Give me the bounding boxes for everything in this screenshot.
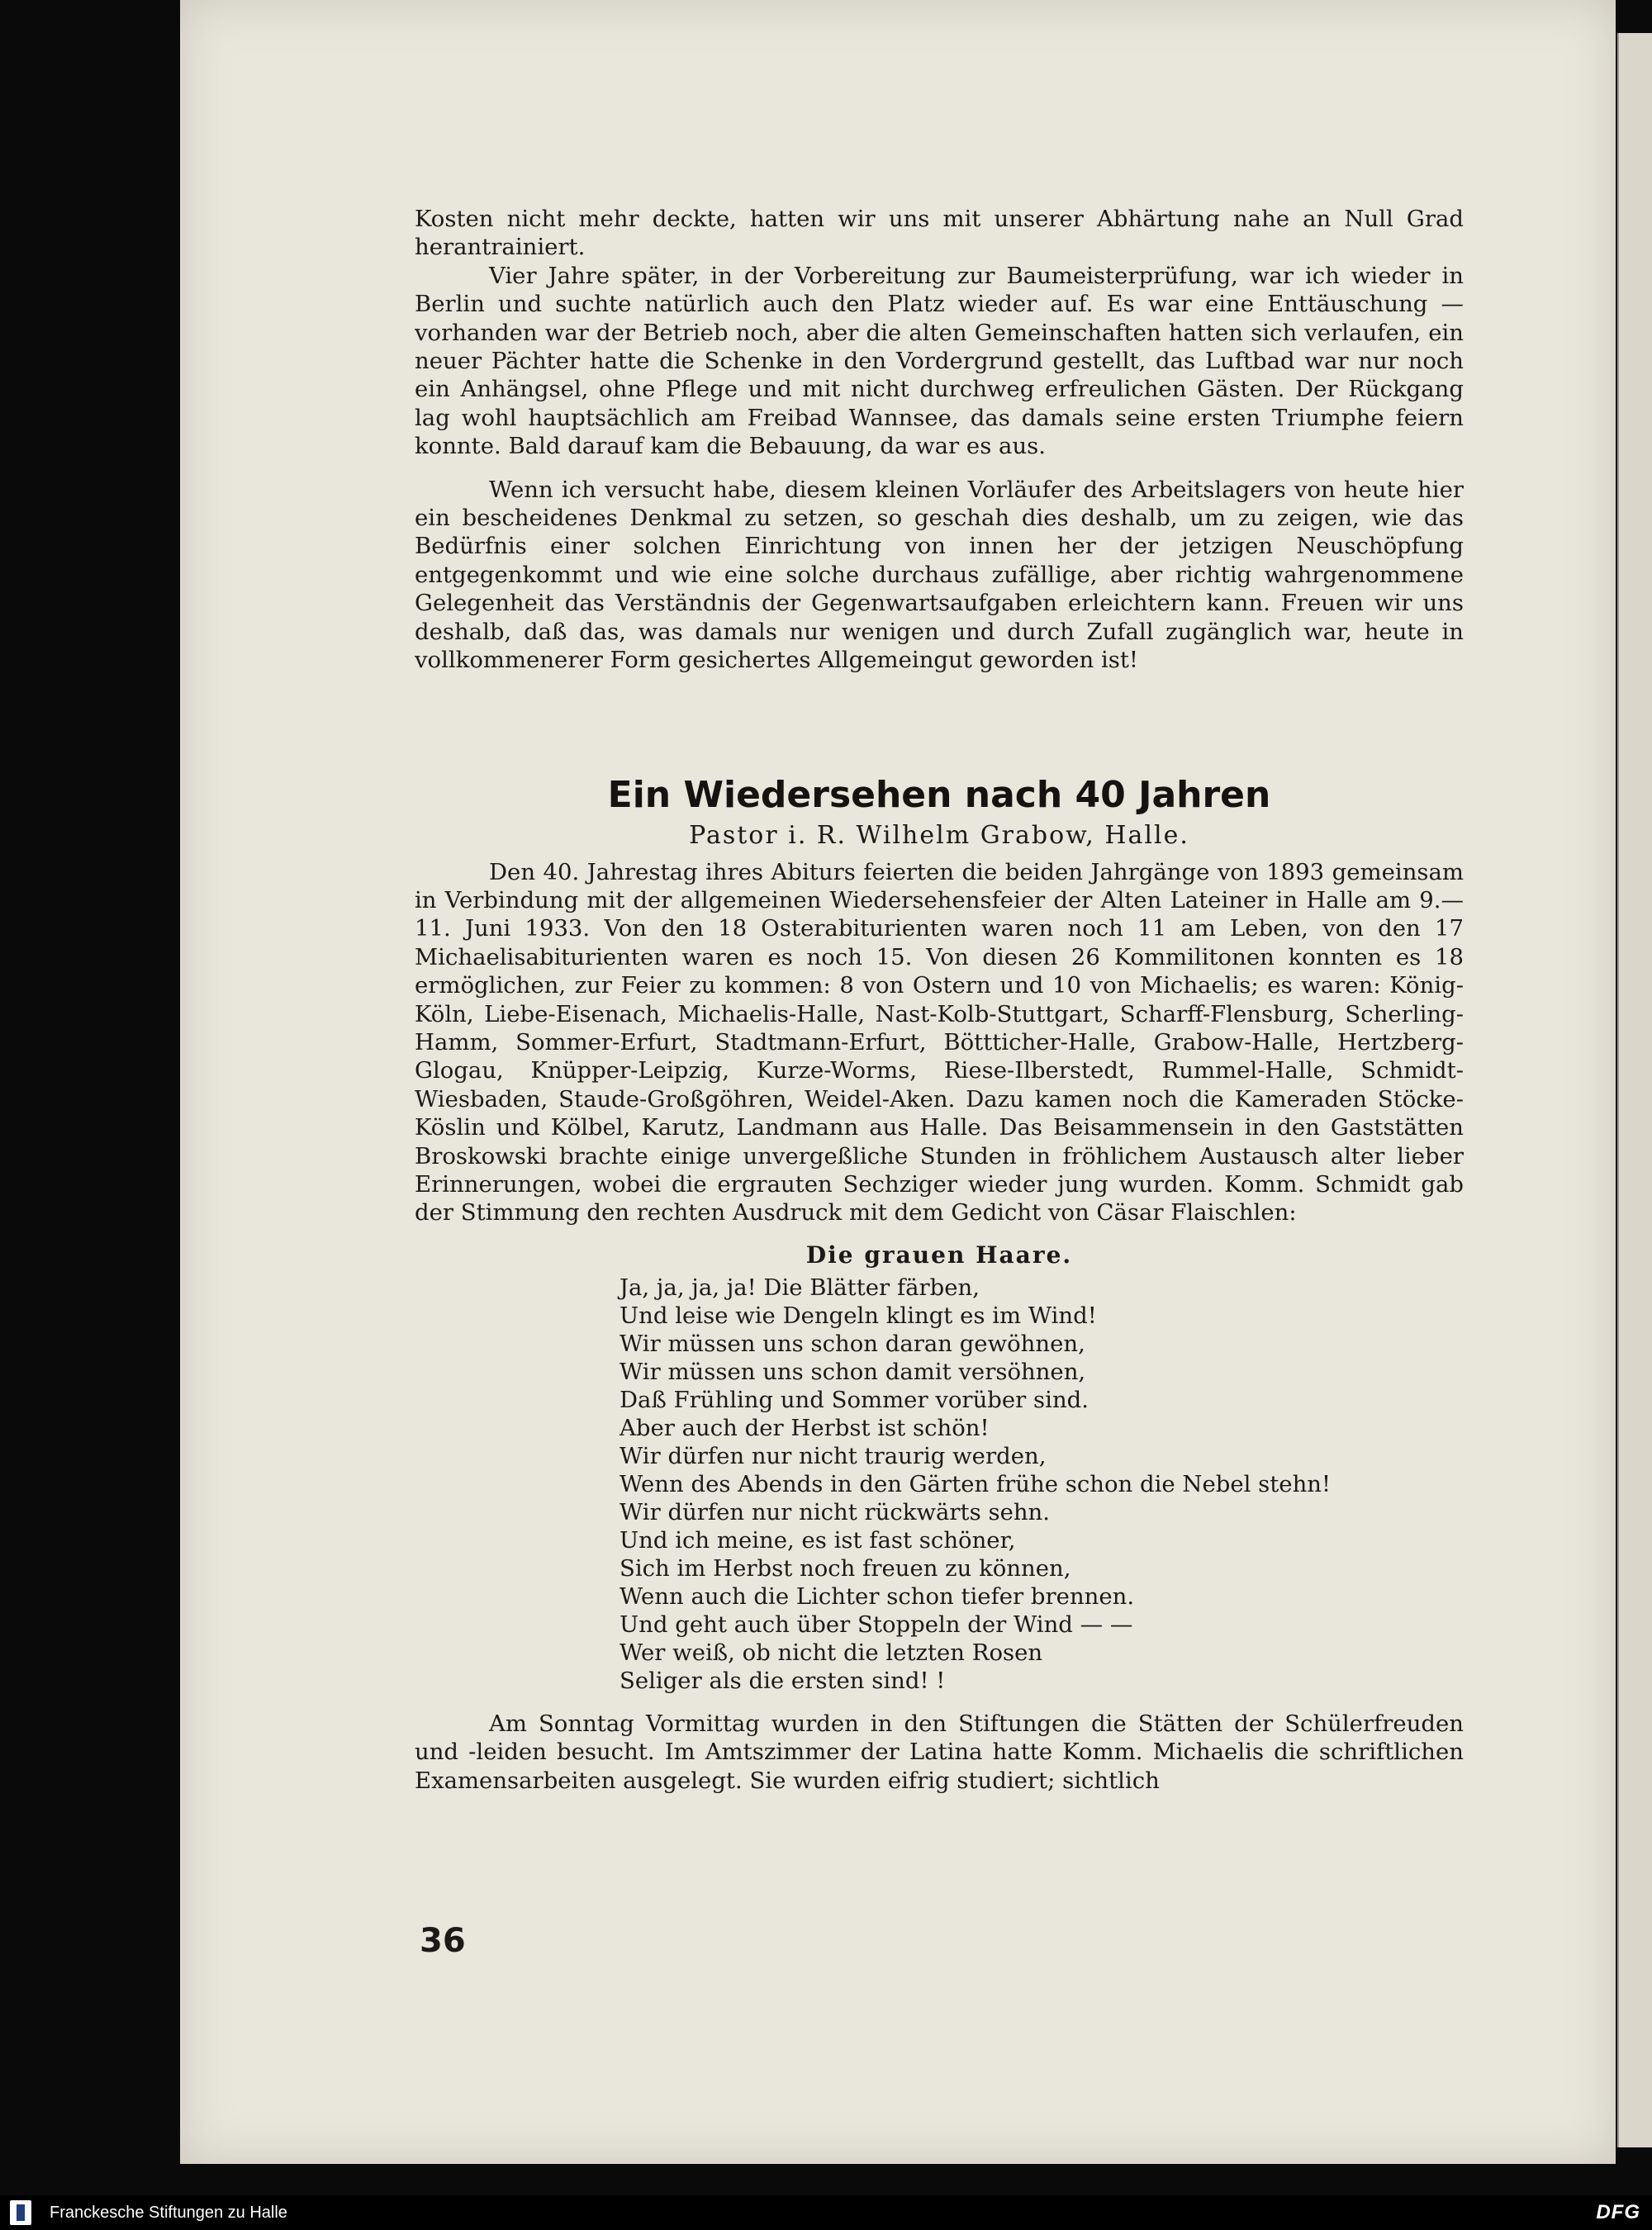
poem-line: Aber auch der Herbst ist schön!	[620, 1414, 990, 1441]
poem-line: Wir müssen uns schon damit versöhnen,	[620, 1358, 1086, 1385]
dfg-logo: DFG	[1596, 2201, 1640, 2223]
poem-line: Und leise wie Dengeln klingt es im Wind!	[620, 1302, 1097, 1329]
page-content	[415, 205, 1464, 1795]
poem-line: Daß Frühling und Sommer vorüber sind.	[620, 1386, 1089, 1413]
poem-line: Wenn auch die Lichter schon tiefer brennen.	[620, 1582, 1135, 1610]
poem-line: Wer weiß, ob nicht die letzten Rosen	[620, 1639, 1043, 1666]
paragraph-berlin-return: Vier Jahre später, in der Vorbereitung zur Baumeisterprüfung, war ich wieder in Berlin und suchte natürlich auch den Platz wieder auf. Es war eine Enttäuschung — vorhanden war der Betrieb noch, aber die alten Gemeinschaften hatten sich verlaufen, ein neuer Pächter hatte die Schenke in den Vordergrund gestellt, das Luftbad war nur noch ein Anhängsel, ohne Pflege und mit nicht durchweg erfreulichen Gästen. Der Rückgang lag wohl hauptsächlich am Freibad Wannsee, das damals seine ersten Triumphe feiern konnte. Bald darauf kam die Bebauung, da war es aus.	[415, 262, 1464, 460]
article-section	[415, 772, 1464, 1796]
poem-line: Ja, ja, ja, ja! Die Blätter färben,	[620, 1274, 980, 1301]
adjacent-page-edge	[1617, 33, 1652, 2147]
poem-line: Seliger als die ersten sind! !	[620, 1667, 946, 1694]
poem-line: Wenn des Abends in den Gärten frühe schon die Nebel stehn!	[620, 1470, 1332, 1497]
poem-line: Wir dürfen nur nicht rückwärts sehn.	[620, 1498, 1051, 1525]
page-number: 36	[420, 1922, 466, 1960]
viewer-footer	[0, 2195, 1652, 2230]
paragraph-continued: Kosten nicht mehr deckte, hatten wir uns mit unserer Abhärtung nahe an Null Grad herantrainiert.	[415, 206, 1464, 261]
poem-line: Wir müssen uns schon daran gewöhnen,	[620, 1330, 1085, 1357]
poem-title: Die grauen Haare.	[805, 1241, 1073, 1269]
paragraph-memorial: Wenn ich versucht habe, diesem kleinen Vorläufer des Arbeitslagers von heute hier ein bescheidenes Denkmal zu setzen, so geschah dies deshalb, um zu zeigen, wie das Bedürfnis einer solchen Einrichtung von innen her der jetzigen Neuschöpfung entgegenkommt und wie eine solche durchaus zufällige, aber richtig wahrgenommene Gelegenheit das Verständnis der Gegenwartsaufgaben erleichtern kann. Freuen wir uns deshalb, daß das, was damals nur wenigen und durch Zufall zugänglich war, heute in vollkommenerer Form gesichertes Allgemeingut geworden ist!	[415, 476, 1464, 674]
poem-line: Und geht auch über Stoppeln der Wind — —	[620, 1611, 1133, 1638]
institution-name: Franckesche Stiftungen zu Halle	[50, 2204, 287, 2222]
poem-line: Und ich meine, es ist fast schöner,	[620, 1526, 1016, 1554]
article-byline: Pastor i. R. Wilhelm Grabow, Halle.	[689, 820, 1189, 850]
poem	[620, 1274, 1464, 1695]
article-paragraph-reunion: Den 40. Jahrestag ihres Abiturs feierten die beiden Jahrgänge von 1893 gemeinsam in Verbindung mit der allgemeinen Wiedersehensfeier der Alten Lateiner in Halle am 9.—11. Juni 1933. Von den 18 Osterabiturienten waren noch 11 am Leben, von den 17 Michaelisabiturienten waren es noch 15. Von diesen 26 Kommilitonen konnten es 18 ermöglichen, zur Feier zu kommen: 8 von Ostern und 10 von Michaelis; es waren: König-Köln, Liebe-Eisenach, Michaelis-Halle, Nast-Kolb-Stuttgart, Scharff-Flensburg, Scherling-Hamm, Sommer-Erfurt, Stadtmann-Erfurt, Böttticher-Halle, Grabow-Halle, Hertzberg-Glogau, Knüpper-Leipzig, Kurze-Worms, Riese-Ilberstedt, Rummel-Halle, Schmidt-Wiesbaden, Staude-Großgöhren, Weidel-Aken. Dazu kamen noch die Kameraden Stöcke-Köslin und Kölbel, Karutz, Landmann aus Halle. Das Beisammensein in den Gaststätten Broskowski brachte einige unvergeßliche Stunden in fröhlichem Austausch alter lieber Erinnerungen, wobei die ergrauten Sechziger wieder jung wurden. Komm. Schmidt gab der Stimmung den rechten Ausdruck mit dem Gedicht von Cäsar Flaischlen:	[415, 858, 1464, 1226]
poem-line: Wir dürfen nur nicht traurig werden,	[620, 1442, 1047, 1469]
poem-line: Sich im Herbst noch freuen zu können,	[620, 1554, 1071, 1582]
article-title: Ein Wiedersehen nach 40 Jahren	[607, 773, 1271, 816]
institution-logo-icon	[10, 2200, 31, 2225]
article-paragraph-sunday: Am Sonntag Vormittag wurden in den Stiftungen die Stätten der Schülerfreuden und -leiden besucht. Im Amtszimmer der Latina hatte Komm. Michaelis die schriftlichen Examensarbeiten ausgelegt. Sie wurden eifrig studiert; sichtlich	[415, 1710, 1464, 1794]
